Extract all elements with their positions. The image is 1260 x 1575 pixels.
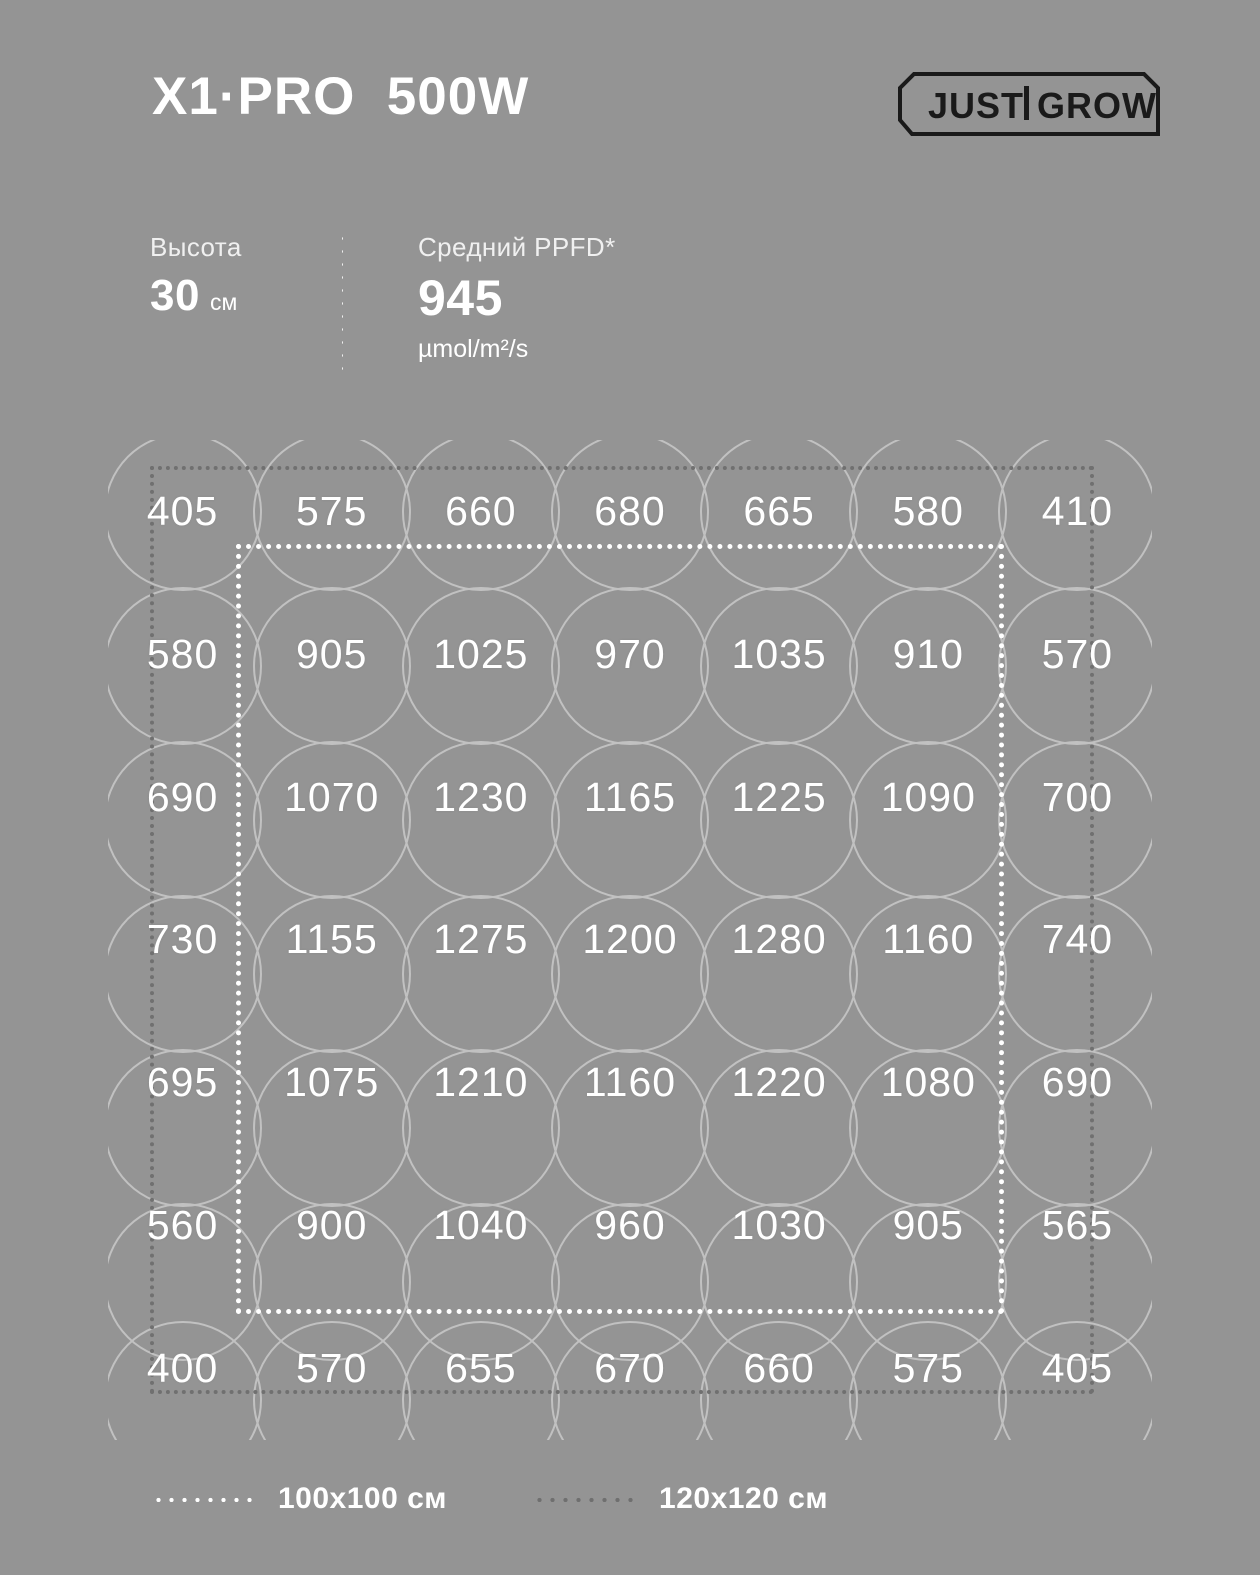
ppfd-cell: 1070 — [284, 773, 380, 820]
ppfd-cell: 740 — [1041, 916, 1114, 963]
ppfd-cell: 1030 — [731, 1202, 827, 1249]
ppfd-cell: 1160 — [583, 1059, 677, 1106]
ppfd-cell: 1165 — [583, 773, 677, 820]
ppfd-cell: 680 — [594, 487, 666, 534]
ppfd-cell: 970 — [594, 630, 666, 677]
ppfd-cell: 1275 — [433, 916, 529, 963]
ppfd-cell: 570 — [1041, 630, 1114, 677]
ppfd-cell: 660 — [445, 487, 517, 534]
ppfd-cell: 1160 — [882, 916, 975, 963]
ppfd-cell: 910 — [892, 630, 964, 677]
ppfd-cell: 670 — [594, 1345, 666, 1392]
svg-text:GROW: GROW — [1037, 85, 1157, 126]
ppfd-cell: 1155 — [285, 916, 378, 963]
stat-height-label: Высота — [150, 232, 242, 262]
stat-height-unit: см — [209, 289, 238, 315]
ppfd-cell: 665 — [743, 487, 815, 534]
ppfd-cell: 560 — [146, 1202, 219, 1249]
ppfd-cell: 1230 — [433, 773, 529, 820]
ppfd-cell: 400 — [146, 1345, 219, 1392]
stat-ppfd — [418, 232, 778, 364]
stats-divider — [340, 232, 343, 380]
ppfd-cell: 1075 — [284, 1059, 380, 1106]
stat-ppfd-label: Средний PPFD* — [418, 232, 616, 262]
ppfd-cell: 730 — [146, 916, 219, 963]
ppfd-cell: 695 — [146, 1059, 219, 1106]
legend-swatch-dark-dotted-icon — [533, 1497, 637, 1502]
legend — [0, 1482, 1260, 1516]
legend-swatch-white-dotted-icon — [152, 1497, 256, 1502]
ppfd-cell: 1090 — [880, 773, 976, 820]
legend-label-100: 100x100 см — [278, 1482, 448, 1515]
ppfd-cell: 1220 — [731, 1059, 827, 1106]
ppfd-cell: 1200 — [582, 916, 678, 963]
stat-height — [150, 232, 330, 321]
ppfd-cell: 580 — [146, 630, 219, 677]
ppfd-cell: 1025 — [433, 630, 529, 677]
ppfd-cell: 1210 — [433, 1059, 529, 1106]
ppfd-cell: 570 — [296, 1345, 368, 1392]
ppfd-cell: 1280 — [731, 916, 827, 963]
svg-text:JUST: JUST — [928, 85, 1025, 126]
ppfd-cell: 580 — [892, 487, 964, 534]
ppfd-cell: 1225 — [731, 773, 827, 820]
ppfd-cell: 575 — [296, 487, 368, 534]
ppfd-cell: 690 — [146, 773, 219, 820]
ppfd-cell: 410 — [1041, 487, 1114, 534]
legend-label-120: 120x120 см — [659, 1482, 829, 1515]
ppfd-cell: 565 — [1041, 1202, 1114, 1249]
ppfd-cell: 1035 — [731, 630, 827, 677]
ppfd-cell: 405 — [1041, 1345, 1114, 1392]
ppfd-cell: 655 — [445, 1345, 517, 1392]
ppfd-cell: 660 — [743, 1345, 815, 1392]
stat-ppfd-value: 945 — [418, 270, 503, 326]
page-title: X1·PRO 500W — [152, 67, 530, 126]
ppfd-cell: 1040 — [433, 1202, 529, 1249]
ppfd-cell: 700 — [1041, 773, 1114, 820]
ppfd-cell: 905 — [892, 1202, 964, 1249]
ppfd-cell: 1080 — [880, 1059, 976, 1106]
legend-item-100 — [152, 1482, 447, 1516]
header — [0, 66, 1260, 146]
ppfd-cell: 405 — [146, 487, 219, 534]
stat-ppfd-unit: µmol/m²/s — [418, 335, 529, 363]
ppfd-value-grid — [108, 440, 1152, 1440]
ppfd-cell: 900 — [296, 1202, 368, 1249]
ppfd-cell: 575 — [892, 1345, 964, 1392]
ppfd-cell: 960 — [594, 1202, 666, 1249]
stats-bar — [0, 232, 1260, 392]
ppfd-cell: 690 — [1041, 1059, 1114, 1106]
justgrow-logo — [898, 72, 1160, 136]
legend-item-120 — [533, 1482, 828, 1516]
stat-height-value: 30 — [150, 271, 200, 320]
ppfd-cell: 905 — [296, 630, 368, 677]
ppfd-heatmap — [108, 440, 1152, 1440]
